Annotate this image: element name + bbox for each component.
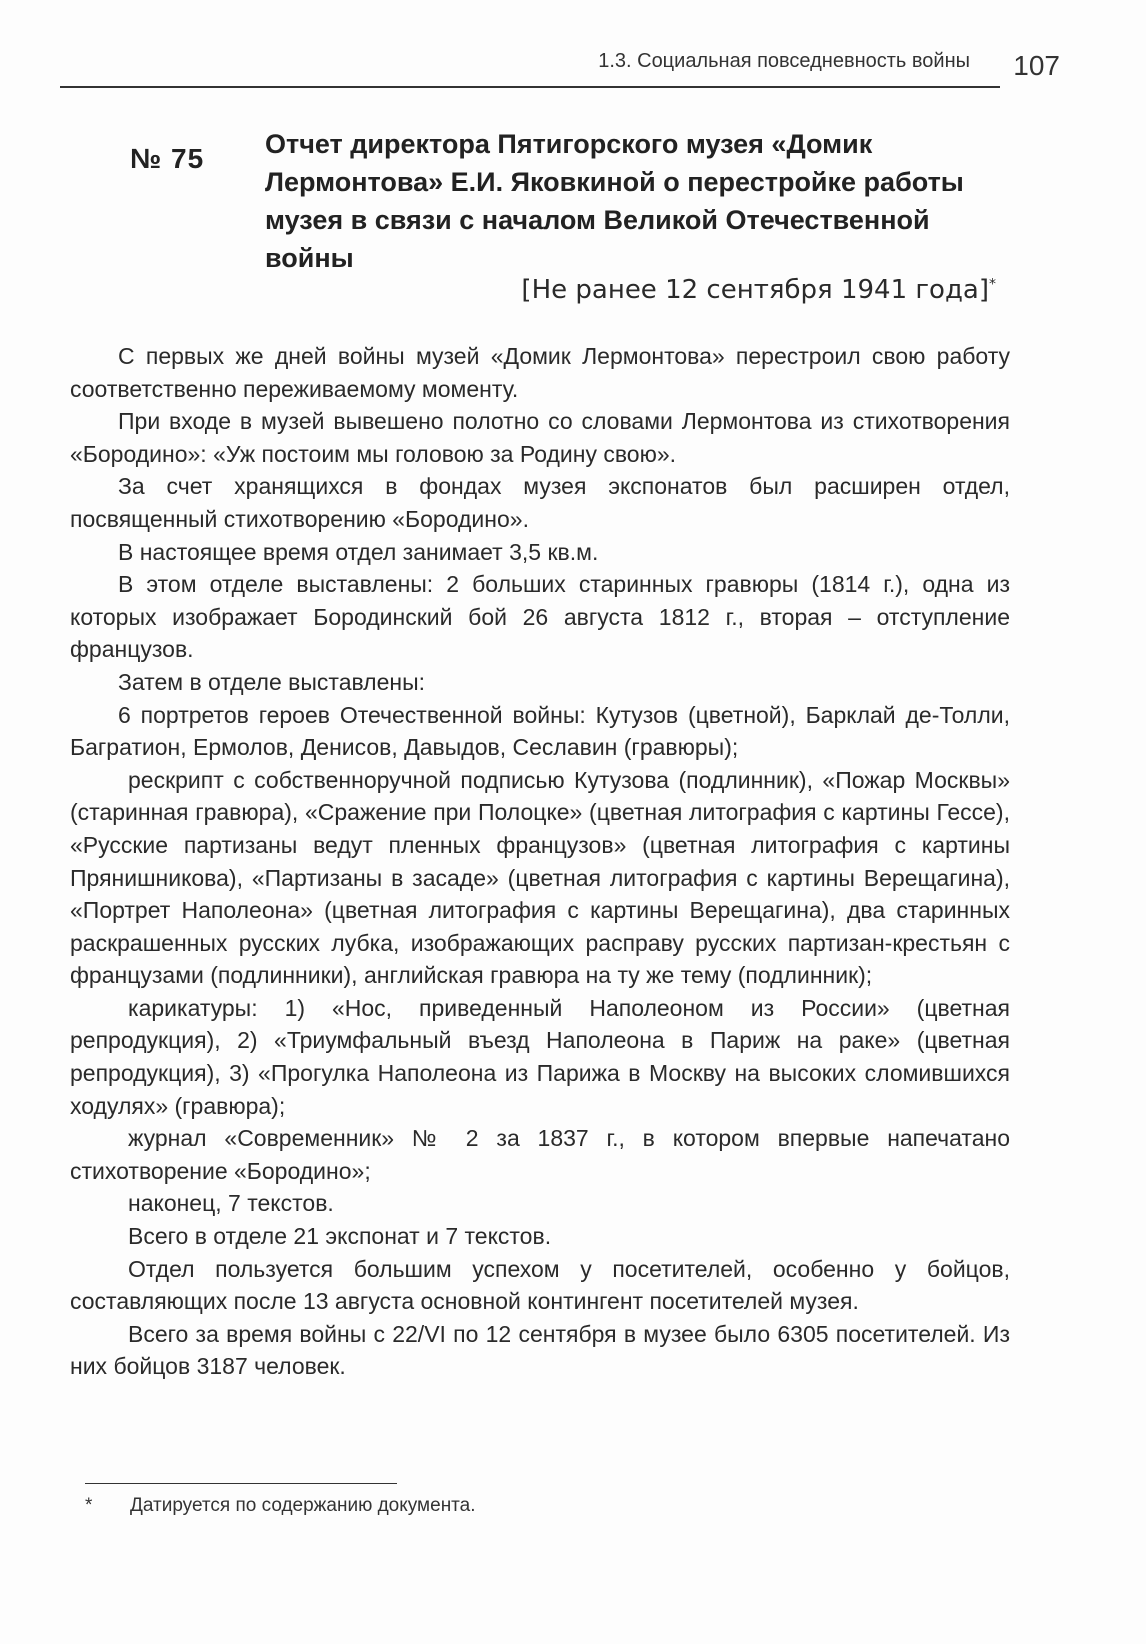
paragraph: карикатуры: 1) «Нос, приведенный Наполеоном из России» (цветная репродукция), 2) «Триумфальный въезд Наполеона в Париж на раке» (цветная репродукция), 3) «Прогулка Наполеона из Парижа в Москву на высоких сломившихся ходулях» (гравюра); — [70, 994, 1010, 1119]
document-title: Отчет директора Пятигорского музея «Домик Лермонтова» Е.И. Яковкиной о перестройке работы музея в связи с началом Великой Отечественной войны — [265, 129, 964, 273]
paragraph: 6 портретов героев Отечественной войны: Кутузов (цветной), Барклай де-Толли, Багратион, Ермолов, Денисов, Давыдов, Сеславин (гравюры); — [70, 701, 1010, 761]
paragraph: В настоящее время отдел занимает 3,5 кв.м. — [118, 538, 599, 565]
paragraph: При входе в музей вывешено полотно со словами Лермонтова из стихотворения «Бородино»: «Уж постоим мы головою за Родину свою». — [70, 408, 1010, 467]
paragraph: наконец, 7 текстов. — [128, 1190, 334, 1217]
running-head-rule — [60, 86, 1000, 88]
running-head — [60, 40, 1060, 95]
running-head-title: 1.3. Социальная повседневность войны — [598, 50, 970, 72]
document-date-text: [Не ранее 12 сентября 1941 года] — [521, 275, 989, 305]
paragraph: Затем в отделе выставлены: — [118, 668, 426, 695]
footnote-mark: * — [85, 1495, 93, 1516]
footnote-rule — [85, 1483, 397, 1484]
document-body — [70, 340, 1010, 1383]
paragraph: В этом отделе выставлены: 2 больших старинных гравюры (1814 г.), одна из которых изображает Бородинский бой 26 августа 1812 г., вторая – отступление французов. — [70, 571, 1010, 663]
paragraph: журнал «Современник» № 2 за 1837 г., в котором впервые напечатано стихотворение «Бородино»; — [70, 1125, 1010, 1184]
document-date-footnote-mark: * — [989, 276, 996, 293]
paragraph: Всего за время войны с 22/VI по 12 сентября в музее было 6305 посетителей. Из них бойцов 3187 человек. — [70, 1320, 1010, 1380]
paragraph: рескрипт с собственноручной подписью Кутузова (подлинник), «Пожар Москвы» (старинная гравюра), «Сражение при Полоцке» (цветная литография с картины Гессе), «Русские партизаны ведут пленных французов» (цветная литография с картины Прянишникова), «Партизаны в засаде» (цветная литография с картины Верещагина), «Портрет Наполеона» (цветная литография с картины Верещагина), два старинных раскрашенных русских лубка, изображающих расправу русских партизан-крестьян с французами (подлинники), английская гравюра на ту же тему (подлинник); — [70, 766, 1010, 989]
page-number: 107 — [1013, 50, 1060, 81]
paragraph: С первых же дней войны музей «Домик Лермонтова» перестроил свою работу соответственно переживаемому моменту. — [70, 343, 1010, 402]
paragraph: За счет хранящихся в фондах музея экспонатов был расширен отдел, посвященный стихотворению «Бородино». — [70, 473, 1010, 532]
paragraph: Отдел пользуется большим успехом у посетителей, особенно у бойцов, составляющих после 13 августа основной контингент посетителей музея. — [70, 1255, 1010, 1315]
document-number: № 75 — [130, 143, 205, 174]
footnote — [85, 1495, 476, 1517]
document-date — [521, 275, 996, 305]
paragraph: Всего в отделе 21 экспонат и 7 текстов. — [128, 1223, 552, 1250]
footnote-text: Датируется по содержанию документа. — [130, 1495, 476, 1516]
